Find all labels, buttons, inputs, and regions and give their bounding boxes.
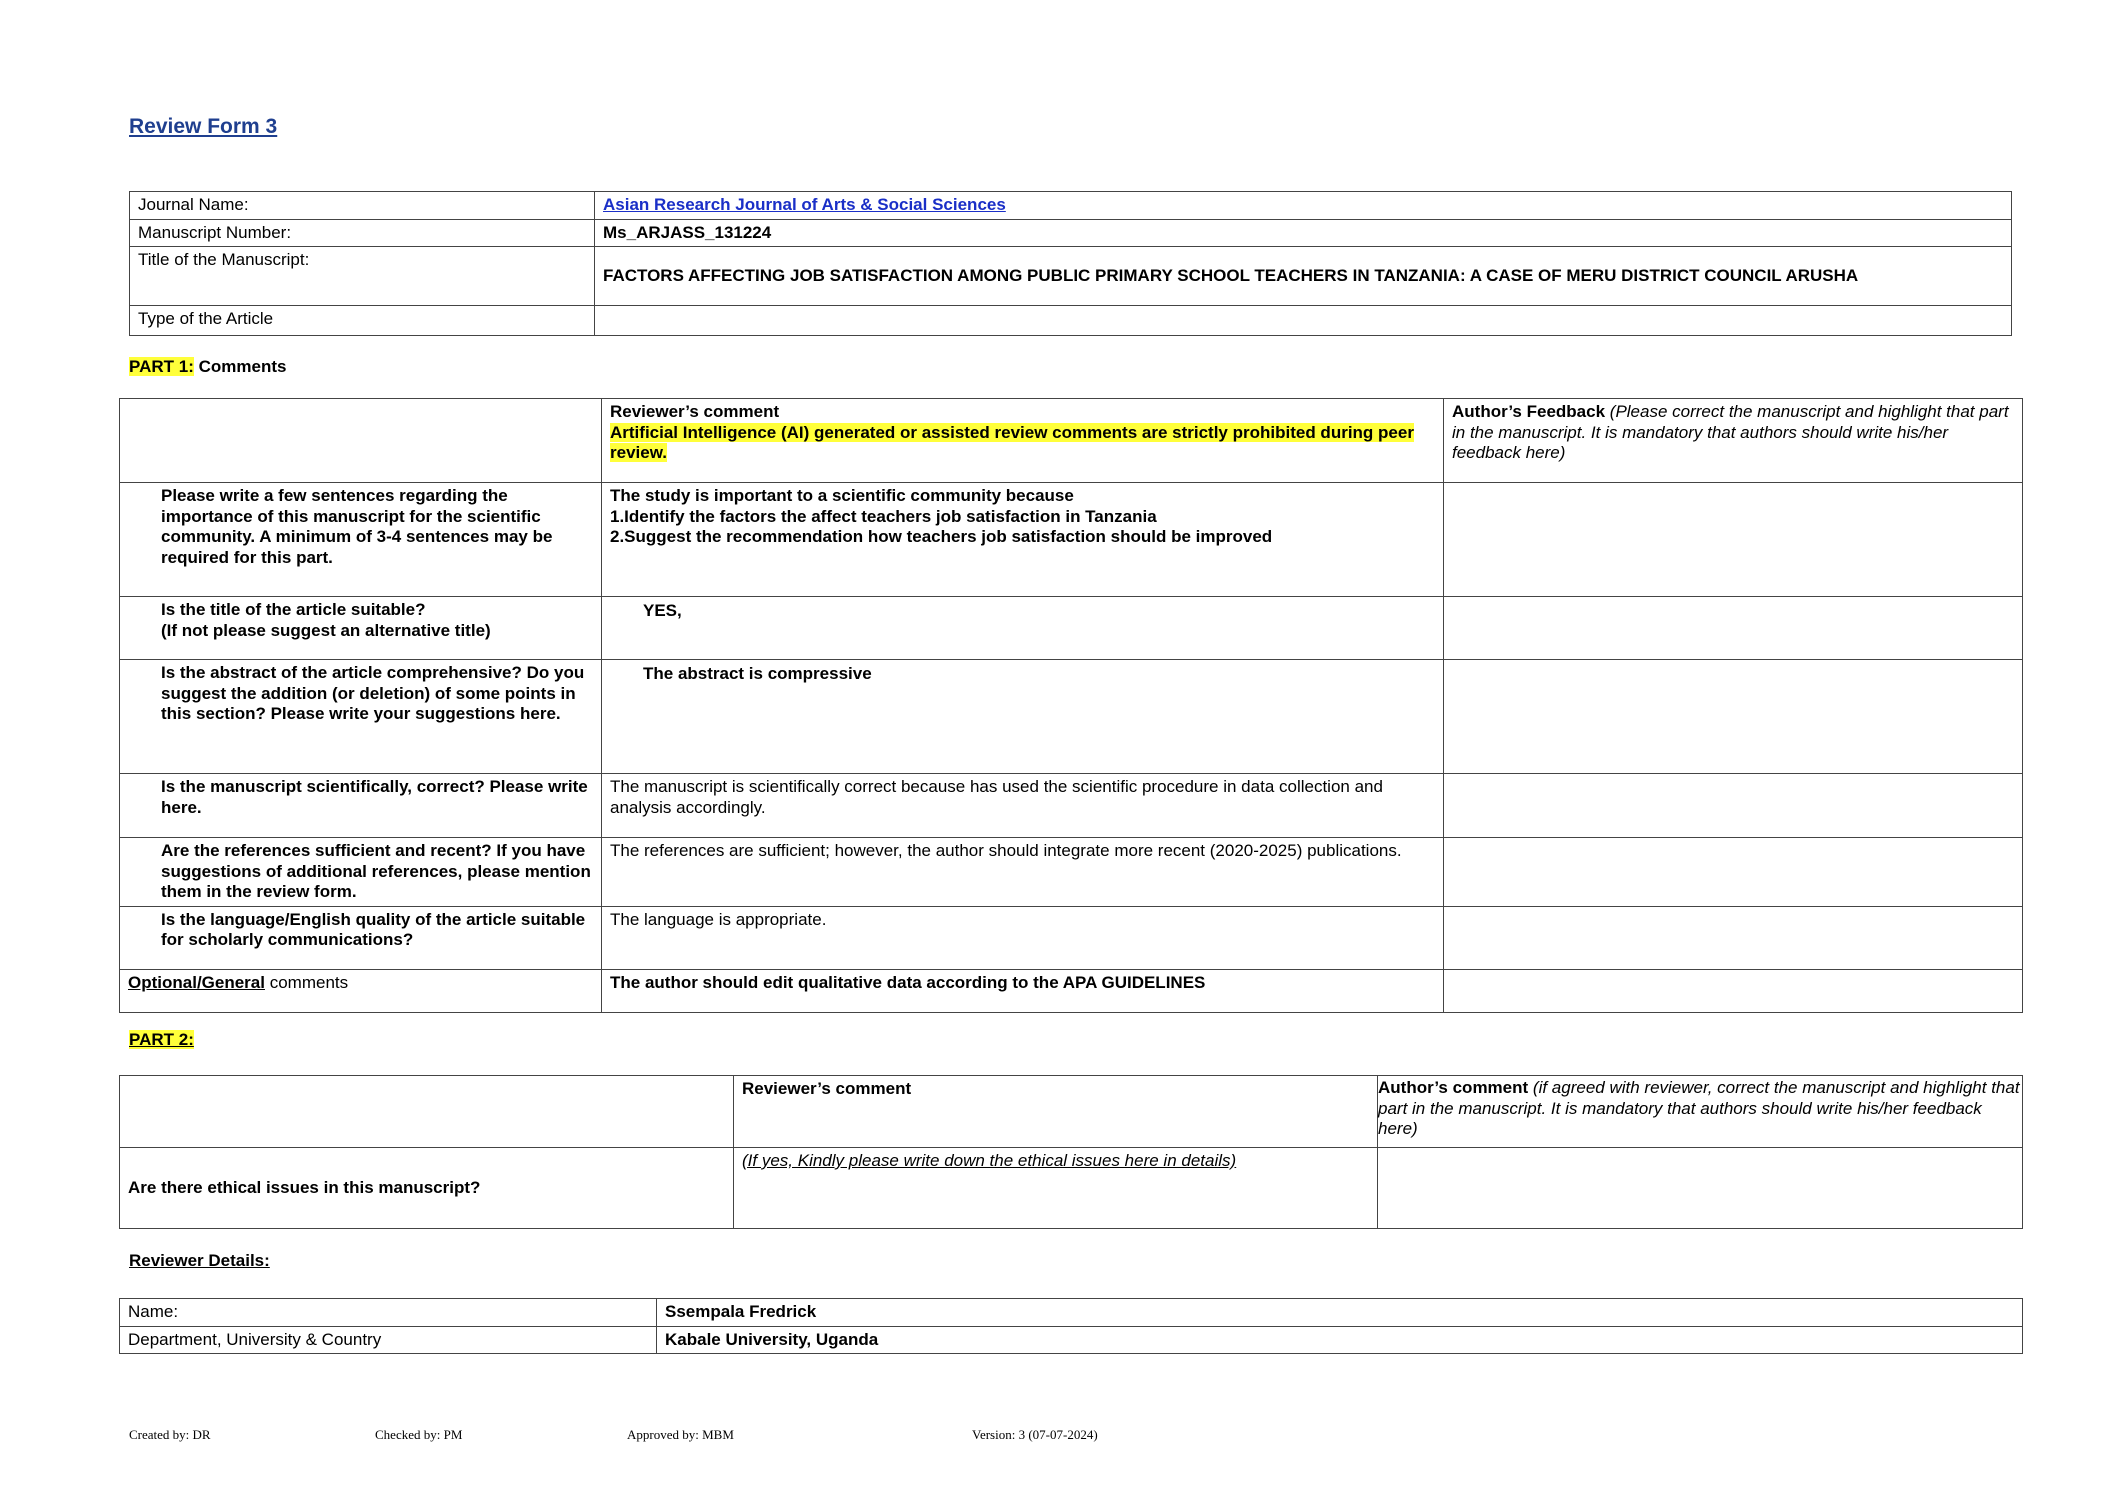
table-row xyxy=(120,838,2023,907)
footer-checked: Checked by: PM xyxy=(375,1427,463,1442)
manuscript-number-label: Manuscript Number: xyxy=(130,219,595,247)
part2-ethics-table xyxy=(119,1075,2023,1229)
manuscript-title-value: FACTORS AFFECTING JOB SATISFACTION AMONG PUBLIC PRIMARY SCHOOL TEACHERS IN TANZANIA: A CASE OF MERU DISTRICT COUNCIL ARUSHA xyxy=(595,247,2012,306)
journal-name-label: Journal Name: xyxy=(130,192,595,220)
optional-label-rest: comments xyxy=(264,972,349,992)
answer-language: The language is appropriate. xyxy=(602,906,1444,969)
author-feedback-cell[interactable] xyxy=(1444,483,2023,597)
question-abstract: Is the abstract of the article comprehensive? Do you suggest the addition (or deletion) of some points in this section? Please write your suggestions here. xyxy=(120,660,602,774)
answer-scientific: The manuscript is scientifically correct because has used the scientific procedure in data collection and analysis accordingly. xyxy=(602,774,1444,838)
question-title xyxy=(120,597,602,660)
info-row-title xyxy=(130,247,2012,306)
footer-created: Created by: DR xyxy=(129,1427,211,1442)
table-row xyxy=(120,597,2023,660)
manuscript-info-table xyxy=(129,191,2012,336)
optional-comments-row xyxy=(120,969,2023,1012)
table-row xyxy=(120,906,2023,969)
manuscript-title-label: Title of the Manuscript: xyxy=(130,247,595,306)
manuscript-number-value: Ms_ARJASS_131224 xyxy=(595,219,2012,247)
article-type-value xyxy=(595,306,2012,336)
author-feedback-cell[interactable] xyxy=(1444,969,2023,1012)
part1-label: PART 1: xyxy=(129,357,194,376)
ai-warning: Artificial Intelligence (AI) generated or assisted review comments are strictly prohibited during peer review. xyxy=(610,422,1414,462)
author-feedback-cell[interactable] xyxy=(1444,906,2023,969)
part2-heading xyxy=(129,1030,194,1050)
reviewer-department-value: Kabale University, Uganda xyxy=(657,1326,2023,1354)
optional-comments-label xyxy=(120,969,602,1012)
footer-version: Version: 3 (07-07-2024) xyxy=(972,1427,1098,1442)
part1-title: Comments xyxy=(198,357,287,376)
journal-name-link[interactable]: Asian Research Journal of Arts & Social Sciences xyxy=(603,195,1006,214)
ethics-question: Are there ethical issues in this manuscript? xyxy=(120,1148,734,1229)
part2-label: PART 2: xyxy=(129,1030,194,1049)
reviewer-department-label: Department, University & Country xyxy=(120,1326,657,1354)
reviewer-row-name xyxy=(120,1299,2023,1327)
author-feedback-cell[interactable] xyxy=(1444,660,2023,774)
reviewer-comment-title: Reviewer’s comment xyxy=(610,402,780,421)
reviewer-name-value: Ssempala Fredrick xyxy=(657,1299,2023,1327)
optional-comments-answer: The author should edit qualitative data according to the APA GUIDELINES xyxy=(602,969,1444,1012)
part1-header-row xyxy=(120,399,2023,483)
part2-author-title: Author’s comment xyxy=(1378,1078,1529,1097)
part1-heading xyxy=(129,357,286,377)
ethics-author-cell[interactable] xyxy=(1378,1148,2023,1229)
page-title: Review Form 3 xyxy=(129,115,278,138)
answer-references: The references are sufficient; however, the author should integrate more recent (2020-2025) publications. xyxy=(602,838,1444,907)
part1-comments-table xyxy=(119,398,2023,1013)
article-type-label: Type of the Article xyxy=(130,306,595,336)
author-feedback-cell[interactable] xyxy=(1444,774,2023,838)
table-row xyxy=(120,483,2023,597)
info-row-journal xyxy=(130,192,2012,220)
reviewer-details-table xyxy=(119,1298,2023,1354)
answer-abstract: The abstract is compressive xyxy=(602,660,1444,774)
ethics-answer: (If yes, Kindly please write down the ethical issues here in details) xyxy=(734,1148,1378,1229)
footer-approved: Approved by: MBM xyxy=(627,1427,734,1442)
answer-title: YES, xyxy=(602,597,1444,660)
question-line: Is the title of the article suitable? xyxy=(161,600,426,619)
part2-reviewer-title: Reviewer’s comment xyxy=(734,1076,1378,1148)
question-importance: Please write a few sentences regarding the importance of this manuscript for the scientific community. A minimum of 3-4 sentences may be required for this part. xyxy=(120,483,602,597)
answer-line: The study is important to a scientific community because xyxy=(610,486,1074,505)
info-row-manuscript-number xyxy=(130,219,2012,247)
author-feedback-note: (Please correct the manuscript and highlight that part in the manuscript. It is mandatory that authors should write his/her feedback here) xyxy=(1452,402,2009,462)
answer-line: 2.Suggest the recommendation how teachers job satisfaction should be improved xyxy=(610,527,1273,546)
part2-author-note: (if agreed with reviewer, correct the manuscript and highlight that part in the manuscript. It is mandatory that authors should write his/her feedback here) xyxy=(1378,1078,2020,1138)
author-feedback-cell[interactable] xyxy=(1444,597,2023,660)
table-row xyxy=(120,660,2023,774)
question-line: (If not please suggest an alternative title) xyxy=(161,620,491,640)
table-row xyxy=(120,774,2023,838)
info-row-article-type xyxy=(130,306,2012,336)
reviewer-name-label: Name: xyxy=(120,1299,657,1327)
part2-header-row xyxy=(120,1076,2023,1148)
question-language: Is the language/English quality of the article suitable for scholarly communications? xyxy=(120,906,602,969)
table-row xyxy=(120,1148,2023,1229)
optional-label-underlined: Optional/General xyxy=(128,972,265,992)
answer-line: 1.Identify the factors the affect teachers job satisfaction in Tanzania xyxy=(610,506,1157,526)
author-feedback-title: Author’s Feedback xyxy=(1452,402,1606,421)
answer-importance xyxy=(602,483,1444,597)
author-feedback-cell[interactable] xyxy=(1444,838,2023,907)
reviewer-row-department xyxy=(120,1326,2023,1354)
question-scientific: Is the manuscript scientifically, correct? Please write here. xyxy=(120,774,602,838)
question-references: Are the references sufficient and recent? If you have suggestions of additional references, please mention them in the review form. xyxy=(120,838,602,907)
reviewer-details-heading: Reviewer Details: xyxy=(129,1251,270,1270)
